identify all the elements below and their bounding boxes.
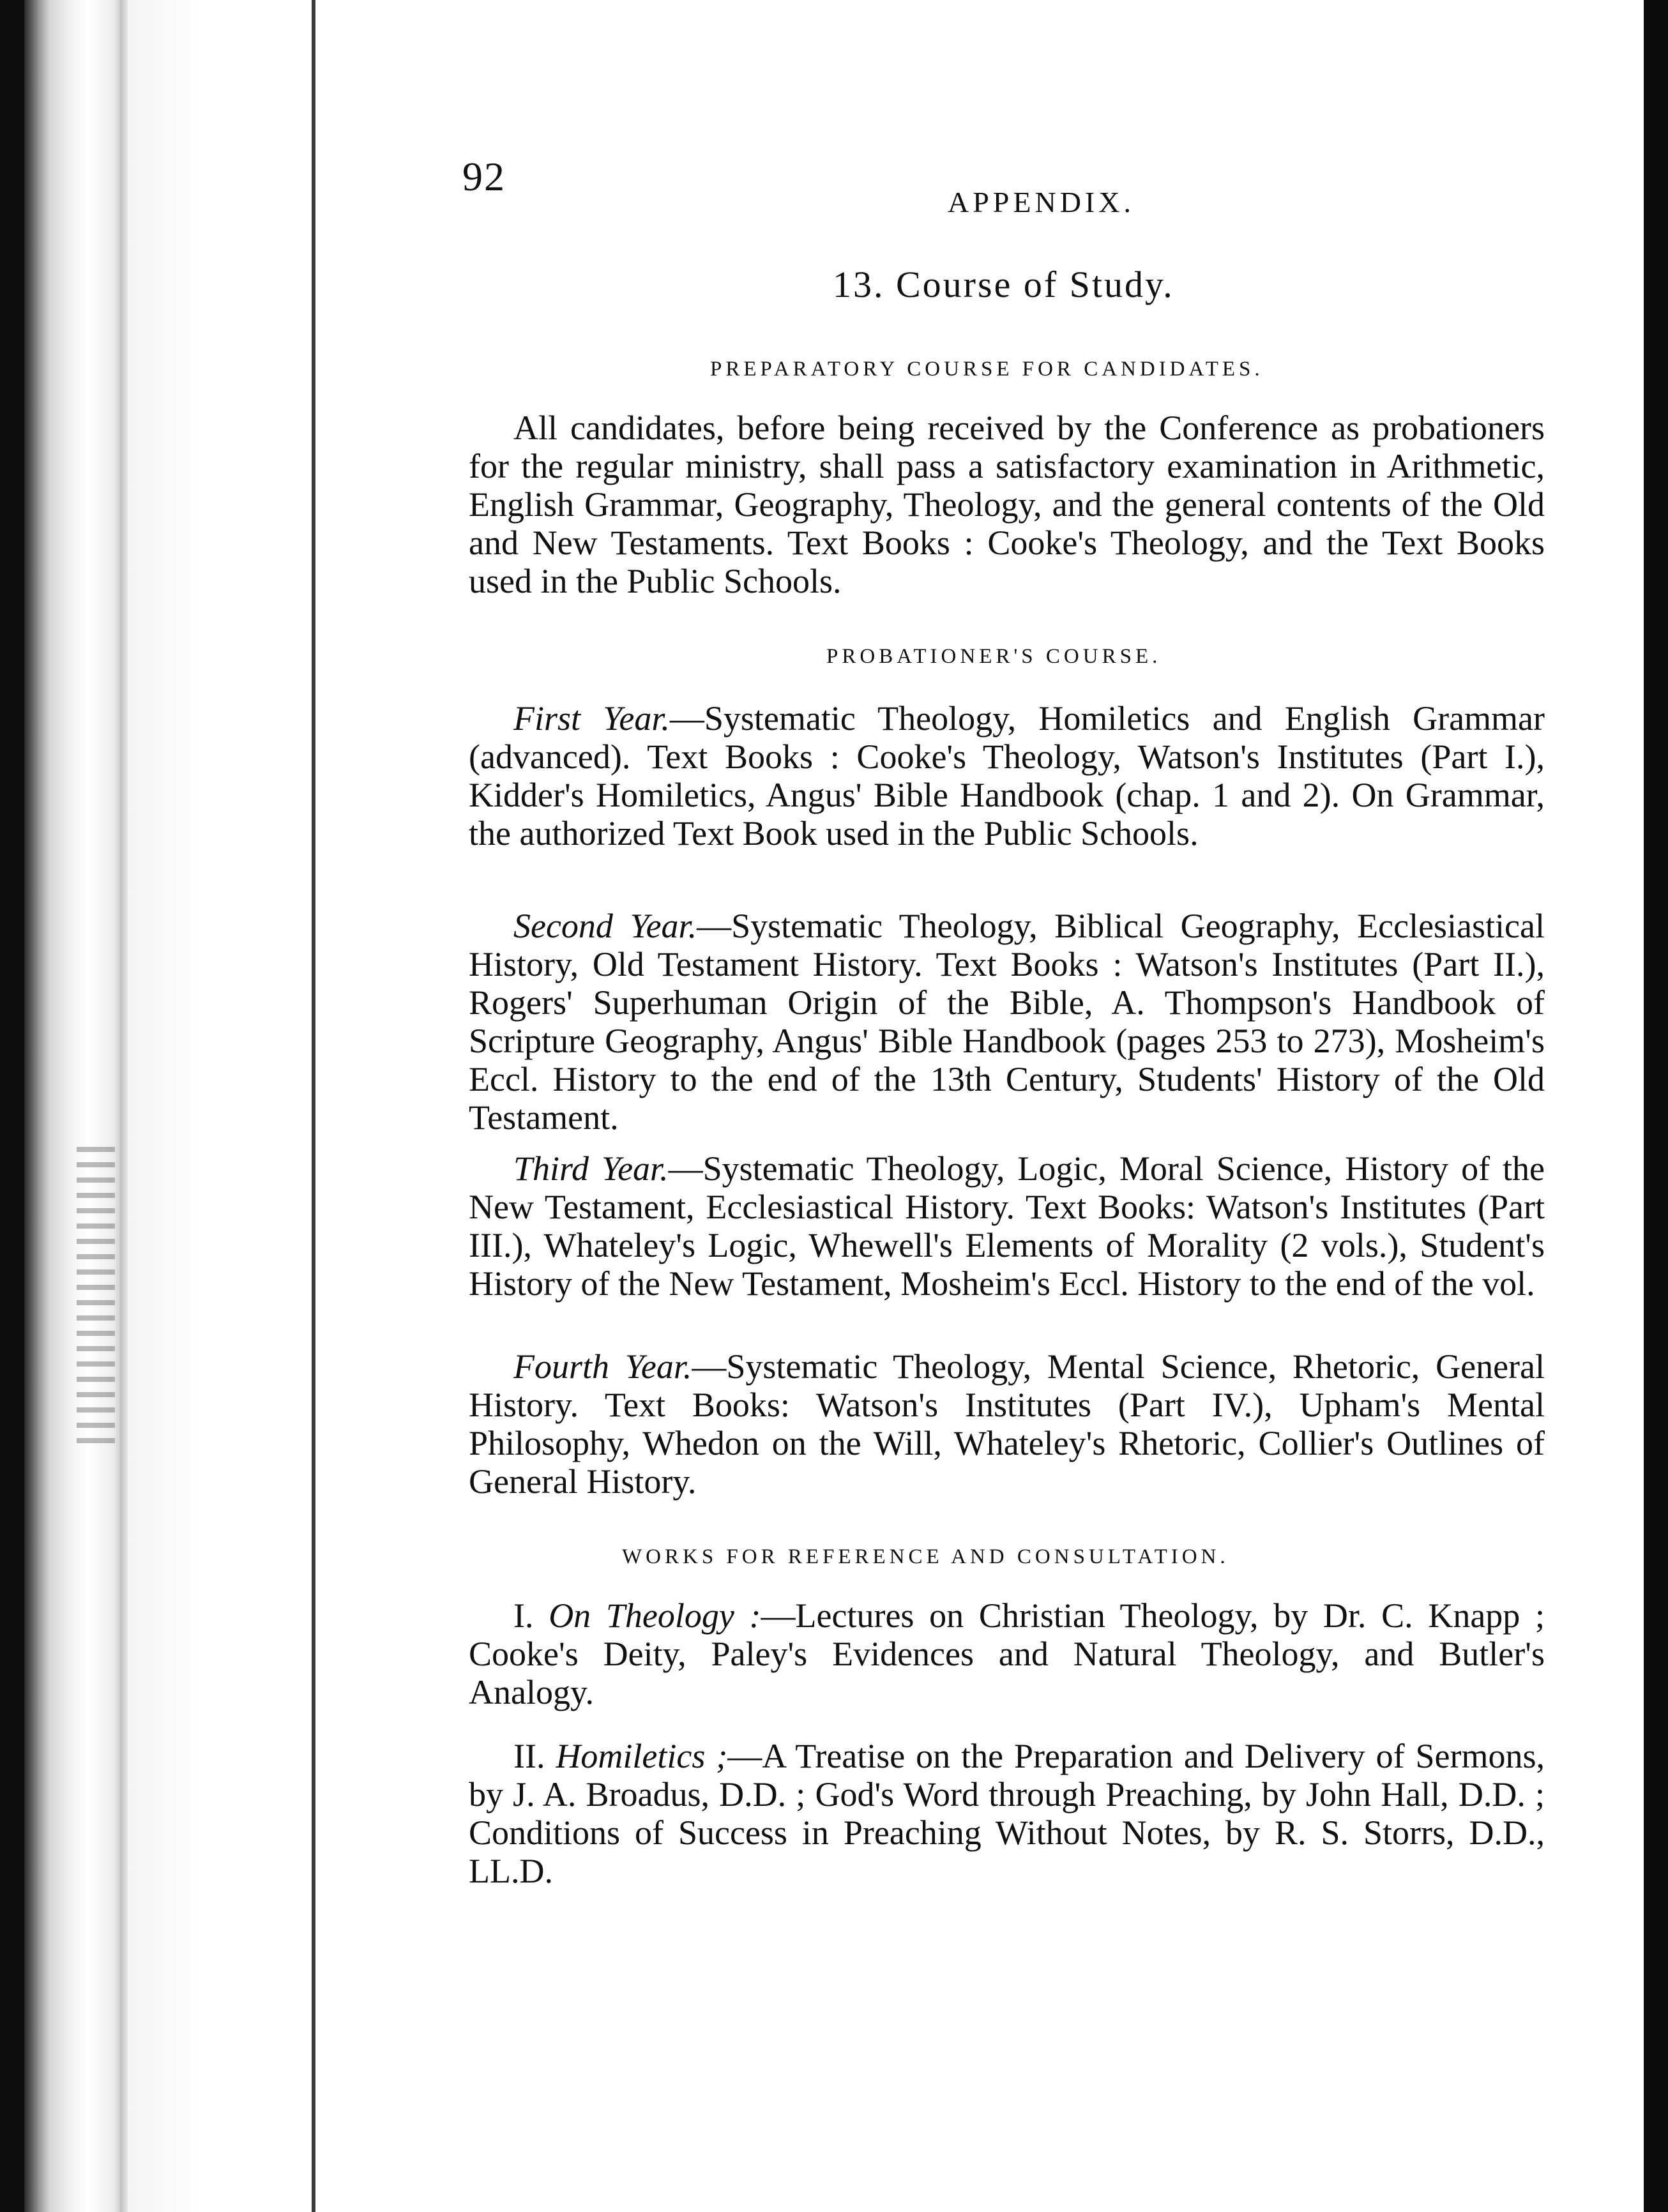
reference-number: I. — [513, 1596, 534, 1635]
page-fold — [24, 0, 120, 2212]
year-lead: Second Year. — [513, 907, 697, 945]
preparatory-paragraph — [469, 409, 1545, 600]
reference-lead: On Theology : — [549, 1596, 761, 1635]
preparatory-text: All candidates, before being received by the Conference as probationers for the regular ministry, shall pass a satisfactory examination in Arithmetic, English Grammar, Geography, Theology, and the general contents of the Old and New Testaments. Text Books : Cooke's Theology, and the Text Books used in the Public Schools. — [469, 409, 1545, 600]
reference-lead: Homiletics ; — [556, 1737, 728, 1775]
year-lead: Third Year. — [513, 1149, 669, 1188]
year-paragraph-second — [469, 907, 1545, 1137]
running-head: APPENDIX. — [948, 186, 1135, 218]
scan-edge-right — [1644, 0, 1668, 2212]
reference-number: II. — [513, 1737, 545, 1775]
reference-item-homiletics — [469, 1737, 1545, 1890]
reference-item-theology — [469, 1596, 1545, 1711]
year-text: —Systematic Theology, Biblical Geography, Ecclesiastical History, Old Testament History. Text Books : Watson's Institutes (Part II.), Rogers' Superhuman Origin of the Bible, A. Thompson's Handbook of Scripture Geography, Angus' Bible Handbook (pages 253 to 273), Mosheim's Eccl. History to the end of the 13th Century, Students' History of the Old Testament. — [469, 907, 1545, 1137]
year-lead: Fourth Year. — [513, 1347, 692, 1386]
reference-text: —Lectures on Christian Theology, by Dr. C. Knapp ; Cooke's Deity, Paley's Evidences and Natural Theology, and Butler's Analogy. — [469, 1596, 1545, 1711]
year-paragraph-first — [469, 699, 1545, 852]
probationer-heading: PROBATIONER'S COURSE. — [826, 645, 1162, 668]
reference-heading: WORKS FOR REFERENCE AND CONSULTATION. — [622, 1545, 1229, 1568]
section-title: 13. Course of Study. — [833, 264, 1174, 305]
year-text: —Systematic Theology, Logic, Moral Science, History of the New Testament, Ecclesiastical History. Text Books: Watson's Institutes (Part III.), Whateley's Logic, Whewell's Elements of Morality (2 vols.), Student's History of the New Testament, Mosheim's Eccl. History to the end of the vol. — [469, 1149, 1545, 1303]
reference-text: —A Treatise on the Preparation and Delivery of Sermons, by J. A. Broadus, D.D. ; God's Word through Preaching, by John Hall, D.D. ; Conditions of Success in Preaching Without Notes, by R. S. Storrs, D.D., LL.D. — [469, 1737, 1545, 1890]
year-paragraph-fourth — [469, 1347, 1545, 1501]
page-leaf — [128, 0, 313, 2212]
page-number: 92 — [462, 154, 506, 199]
year-text: —Systematic Theology, Mental Science, Rhetoric, General History. Text Books: Watson's Institutes (Part IV.), Upham's Mental Philosophy, Whedon on the Will, Whateley's Rhetoric, Collier's Outlines of General History. — [469, 1347, 1545, 1501]
gutter-shadow — [77, 1137, 115, 1443]
preparatory-heading: PREPARATORY COURSE FOR CANDIDATES. — [710, 358, 1264, 381]
year-paragraph-third — [469, 1149, 1545, 1303]
year-text: —Systematic Theology, Homiletics and English Grammar (advanced). Text Books : Cooke's Theology, Watson's Institutes (Part I.), Kidder's Homiletics, Angus' Bible Handbook (chap. 1 and 2). On Grammar, the authorized Text Book used in the Public Schools. — [469, 699, 1545, 852]
page-leaf-edge — [120, 0, 128, 2212]
scan-edge-left — [0, 0, 24, 2212]
book-page — [315, 0, 1644, 2212]
year-lead: First Year. — [513, 699, 670, 738]
